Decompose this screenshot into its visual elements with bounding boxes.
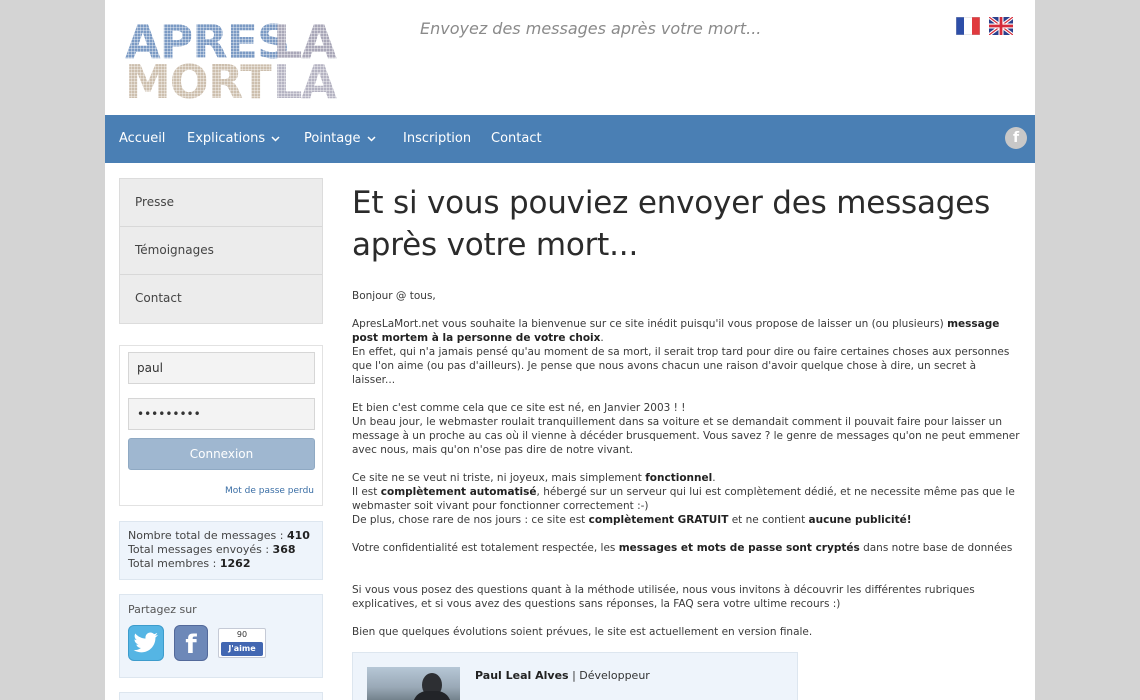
main-content bbox=[352, 182, 1020, 653]
stat-messages-sent: Total messages envoyés : 368 bbox=[128, 543, 296, 556]
page-title: Et si vous pouviez envoyer des messages après votre mort... bbox=[352, 185, 991, 263]
article-body bbox=[352, 289, 1020, 639]
share-buttons bbox=[128, 625, 266, 661]
chevron-down-icon bbox=[367, 116, 376, 164]
like-button[interactable]: J'aime bbox=[221, 642, 263, 656]
nav-item-label: Explications bbox=[187, 131, 266, 146]
nav-item-inscription[interactable] bbox=[403, 115, 471, 163]
stat-total-messages: Nombre total de messages : 410 bbox=[128, 529, 310, 542]
chevron-down-icon bbox=[271, 116, 280, 164]
sidebar-panel bbox=[119, 692, 323, 700]
site-header bbox=[105, 0, 1035, 115]
nav-item-label: Contact bbox=[491, 131, 542, 146]
site-logo[interactable] bbox=[125, 18, 340, 98]
author-photo bbox=[367, 667, 460, 700]
paragraph-features: Ce site ne se veut ni triste, ni joyeux, mais simplement fonctionnel. Il est complètement automatisé, hébergé sur un serveur qui lui est complètement dédié, et ne necessite même pas que le webmaster soit vivant pour fonctionner correctement :-) De plus, chose rare de nos jours : ce site est complètement GRATUIT et ne contient aucune publicité! bbox=[352, 472, 1015, 526]
facebook-icon[interactable]: f bbox=[174, 625, 208, 661]
username-input[interactable] bbox=[128, 352, 315, 384]
page bbox=[105, 0, 1035, 700]
flag-uk-icon[interactable] bbox=[989, 17, 1013, 35]
author-card bbox=[352, 652, 798, 700]
site-stats bbox=[119, 521, 323, 580]
like-count: 90 bbox=[236, 630, 248, 639]
sidebar-item-presse[interactable]: Presse bbox=[120, 179, 322, 227]
nav-item-pointage[interactable] bbox=[304, 115, 376, 163]
author-role: Développeur bbox=[579, 669, 650, 682]
logo-graphic bbox=[125, 18, 340, 100]
main-navigation bbox=[105, 115, 1035, 163]
twitter-icon[interactable] bbox=[128, 625, 164, 661]
facebook-icon[interactable]: f bbox=[1005, 127, 1027, 149]
paragraph-faq: Si vous vous posez des questions quant à la méthode utilisée, nous vous invitons à découvrir les différentes rubriques explicatives, et si vous avez des questions sans réponses, la FAQ sera votre ultime recours :) bbox=[352, 584, 975, 610]
nav-item-accueil[interactable] bbox=[119, 115, 165, 163]
nav-item-explications[interactable] bbox=[187, 115, 280, 163]
login-form bbox=[119, 345, 323, 506]
site-tagline: Envoyez des messages après votre mort... bbox=[420, 19, 762, 38]
sidebar-item-contact[interactable]: Contact bbox=[135, 291, 182, 305]
greeting: Bonjour @ tous, bbox=[352, 290, 436, 302]
nav-item-label: Accueil bbox=[119, 131, 166, 146]
paragraph-intro: ApresLaMort.net vous souhaite la bienvenue sur ce site inédit puisqu'il vous propose de laisser un (ou plusieurs) message post mortem à la personne de votre choix. En effet, qui n'a jamais pensé qu'au moment de sa mort, il serait trop tard pour dire ou faire certaines choses aux personnes que l'on aime (ou pas d'ailleurs). Je pense que nous avons chacun une raison d'avoir quelque chose à dire, un secret à laisser... bbox=[352, 318, 1010, 386]
share-title: Partagez sur bbox=[128, 603, 197, 616]
share-panel bbox=[119, 594, 323, 678]
facebook-like-widget[interactable] bbox=[218, 628, 266, 658]
sidebar-item-temoignages[interactable]: Témoignages bbox=[120, 227, 322, 275]
nav-item-contact[interactable] bbox=[491, 115, 542, 163]
stat-members: Total membres : 1262 bbox=[128, 557, 251, 570]
sidebar-menu bbox=[119, 178, 323, 324]
forgot-password-link[interactable]: Mot de passe perdu bbox=[225, 486, 314, 496]
paragraph-history: Et bien c'est comme cela que ce site est né, en Janvier 2003 ! ! Un beau jour, le webmaster roulait tranquillement dans sa voiture et se demandait comment il pouvait faire pour laisser un message à un proche au cas où il vienne à décéder brusquement. Vous savez ? le genre de messages qu'on ne peut emmener avec nous, mais qu'on n'ose pas dire de notre vivant. bbox=[352, 402, 1020, 456]
author-name: Paul Leal Alves bbox=[475, 669, 569, 682]
paragraph-privacy: Votre confidentialité est totalement respectée, les messages et mots de passe sont cryptés dans notre base de données bbox=[352, 542, 1013, 554]
nav-item-label: Inscription bbox=[403, 131, 472, 146]
sidebar bbox=[119, 178, 323, 700]
language-switcher bbox=[956, 17, 1013, 35]
flag-fr-icon[interactable] bbox=[956, 17, 980, 35]
author-info: Paul Leal Alves | Développeur bbox=[475, 669, 650, 682]
paragraph-status: Bien que quelques évolutions soient prévues, le site est actuellement en version finale. bbox=[352, 626, 813, 638]
login-button[interactable]: Connexion bbox=[128, 438, 315, 470]
password-input[interactable] bbox=[128, 398, 315, 430]
nav-item-label: Pointage bbox=[304, 131, 361, 146]
